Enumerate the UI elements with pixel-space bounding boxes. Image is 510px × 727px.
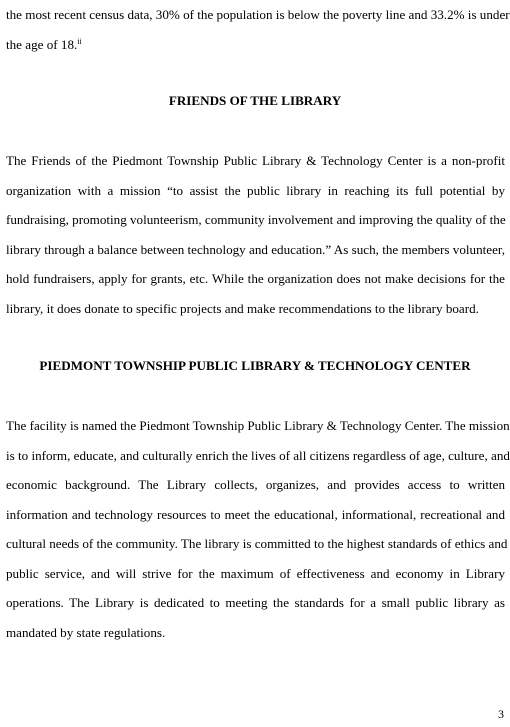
intro-paragraph [6,0,510,59]
intro-line-2 [6,30,505,60]
library-line: The facility is named the Piedmont Township Public Library & Technology Center. The mission [6,418,510,433]
intro-line-1: the most recent census data, 30% of the population is below the poverty line and 33.2% is under [6,7,510,22]
friends-line: hold fundraisers, apply for grants, etc. While the organization does not make decisions for the [6,271,505,286]
intro-line-2-text: the age of 18. [6,36,78,52]
library-line: public service, and will strive for the maximum of effectiveness and economy in Library [6,565,505,581]
friends-line: library, it does donate to specific projects and make recommendations to the library board. [6,300,479,316]
library-line: economic background. The Library collects, organizes, and provides access to written [6,477,505,492]
footnote-marker[interactable]: ii [77,36,82,46]
friends-line: organization with a mission “to assist the public library in reaching its full potential by [6,182,505,198]
library-line: is to inform, educate, and culturally enrich the lives of all citizens regardless of age, culture, and [6,447,510,463]
library-line: cultural needs of the community. The library is committed to the highest standards of ethics and [6,536,508,551]
library-line: operations. The Library is dedicated to meeting the standards for a small public library as [6,595,505,610]
friends-line: library through a balance between technology and education.” As such, the members volunteer, [6,241,505,257]
friends-line: The Friends of the Piedmont Township Public Library & Technology Center is a non-profit [6,153,505,168]
library-line: information and technology resources to meet the educational, informational, recreational and [6,506,505,522]
friends-line: fundraising, promoting volunteerism, community involvement and improving the quality of the [6,212,506,227]
friends-paragraph [6,146,505,323]
library-line: mandated by state regulations. [6,624,166,640]
library-paragraph [6,411,510,647]
heading-piedmont-township-library: PIEDMONT TOWNSHIP PUBLIC LIBRARY & TECHNOLOGY CENTER [39,358,471,373]
page-number: 3 [498,707,504,721]
heading-friends-of-the-library: FRIENDS OF THE LIBRARY [168,93,342,108]
